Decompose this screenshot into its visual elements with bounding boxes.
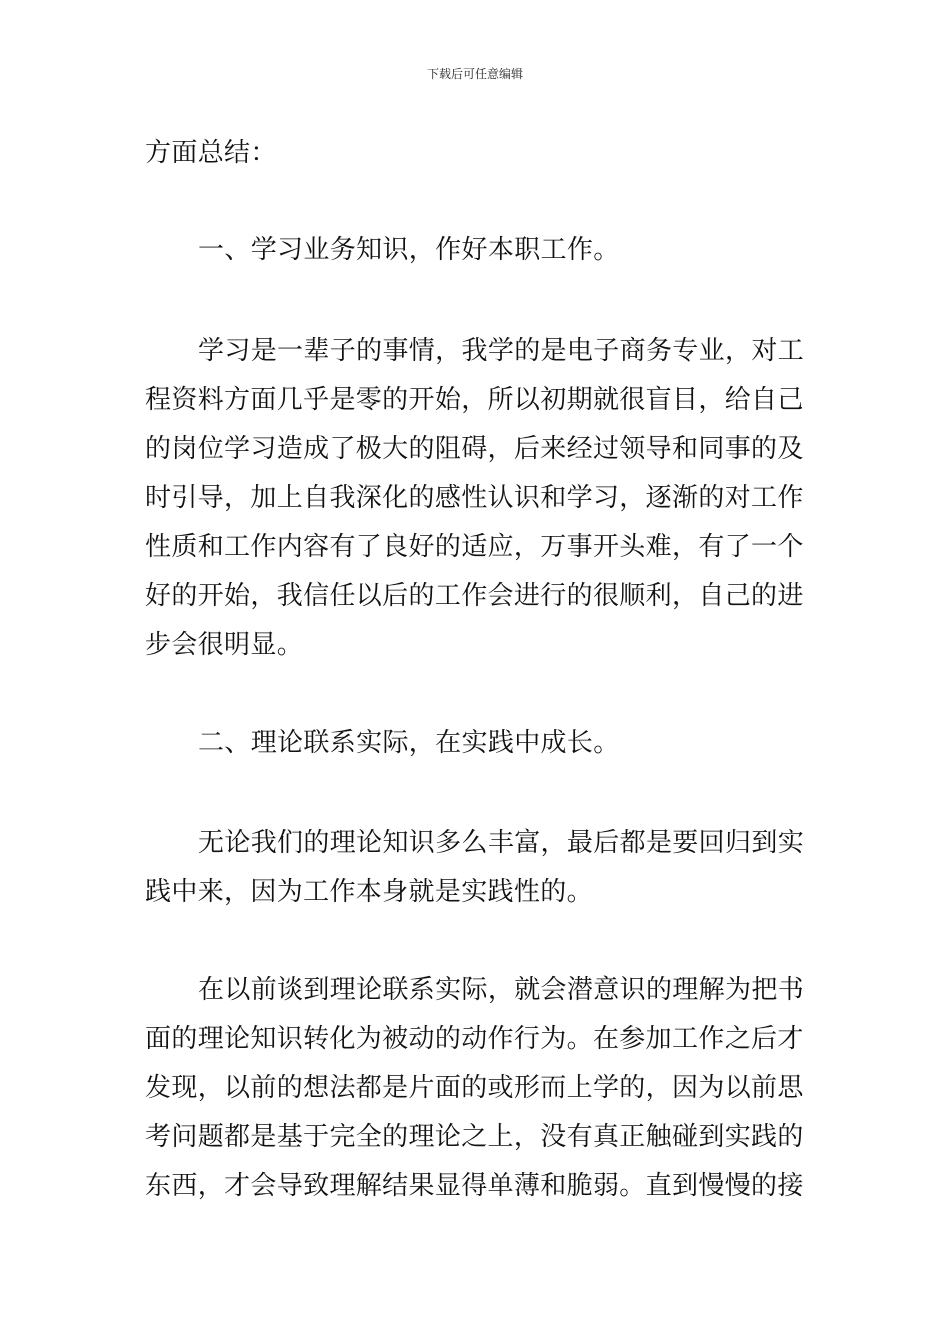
text-line: 一、学习业务知识，作好本职工作。 <box>198 235 620 265</box>
text-line: 发现，以前的想法都是片面的或形而上学的，因为以前思 <box>145 1073 804 1103</box>
text-line: 无论我们的理论知识多么丰富，最后都是要回归到实 <box>198 828 805 858</box>
text-line: 时引导，加上自我深化的感性认识和学习，逐渐的对工作 <box>145 483 804 513</box>
text-line: 的岗位学习造成了极大的阻碍，后来经过领导和同事的及 <box>145 434 804 464</box>
text-line: 程资料方面几乎是零的开始，所以初期就很盲目，给自己 <box>145 385 804 415</box>
text-line: 二、理论联系实际，在实践中成长。 <box>198 728 620 758</box>
text-line: 在以前谈到理论联系实际，就会潜意识的理解为把书 <box>198 975 805 1005</box>
paragraph-section-one <box>145 327 815 670</box>
heading-section-two <box>145 719 815 768</box>
page-header-note: 下载后可任意编辑 <box>426 67 523 81</box>
text-line: 好的开始，我信任以后的工作会进行的很顺利，自己的进 <box>145 581 804 611</box>
text-line: 步会很明显。 <box>145 630 304 660</box>
text-line: 践中来，因为工作本身就是实践性的。 <box>145 877 593 907</box>
text-line: 方面总结： <box>145 138 277 168</box>
paragraph-intro <box>145 129 815 178</box>
paragraph-section-two-a <box>145 819 815 917</box>
paragraph-section-two-b <box>145 966 815 1211</box>
text-line: 性质和工作内容有了良好的适应，万事开头难，有了一个 <box>145 532 804 562</box>
text-line: 面的理论知识转化为被动的动作行为。在参加工作之后才 <box>145 1024 804 1054</box>
text-line: 学习是一辈子的事情，我学的是电子商务专业，对工 <box>198 336 805 366</box>
text-line: 东西，才会导致理解结果显得单薄和脆弱。直到慢慢的接 <box>145 1171 804 1201</box>
heading-section-one <box>145 226 815 275</box>
text-line: 考问题都是基于完全的理论之上，没有真正触碰到实践的 <box>145 1122 804 1152</box>
